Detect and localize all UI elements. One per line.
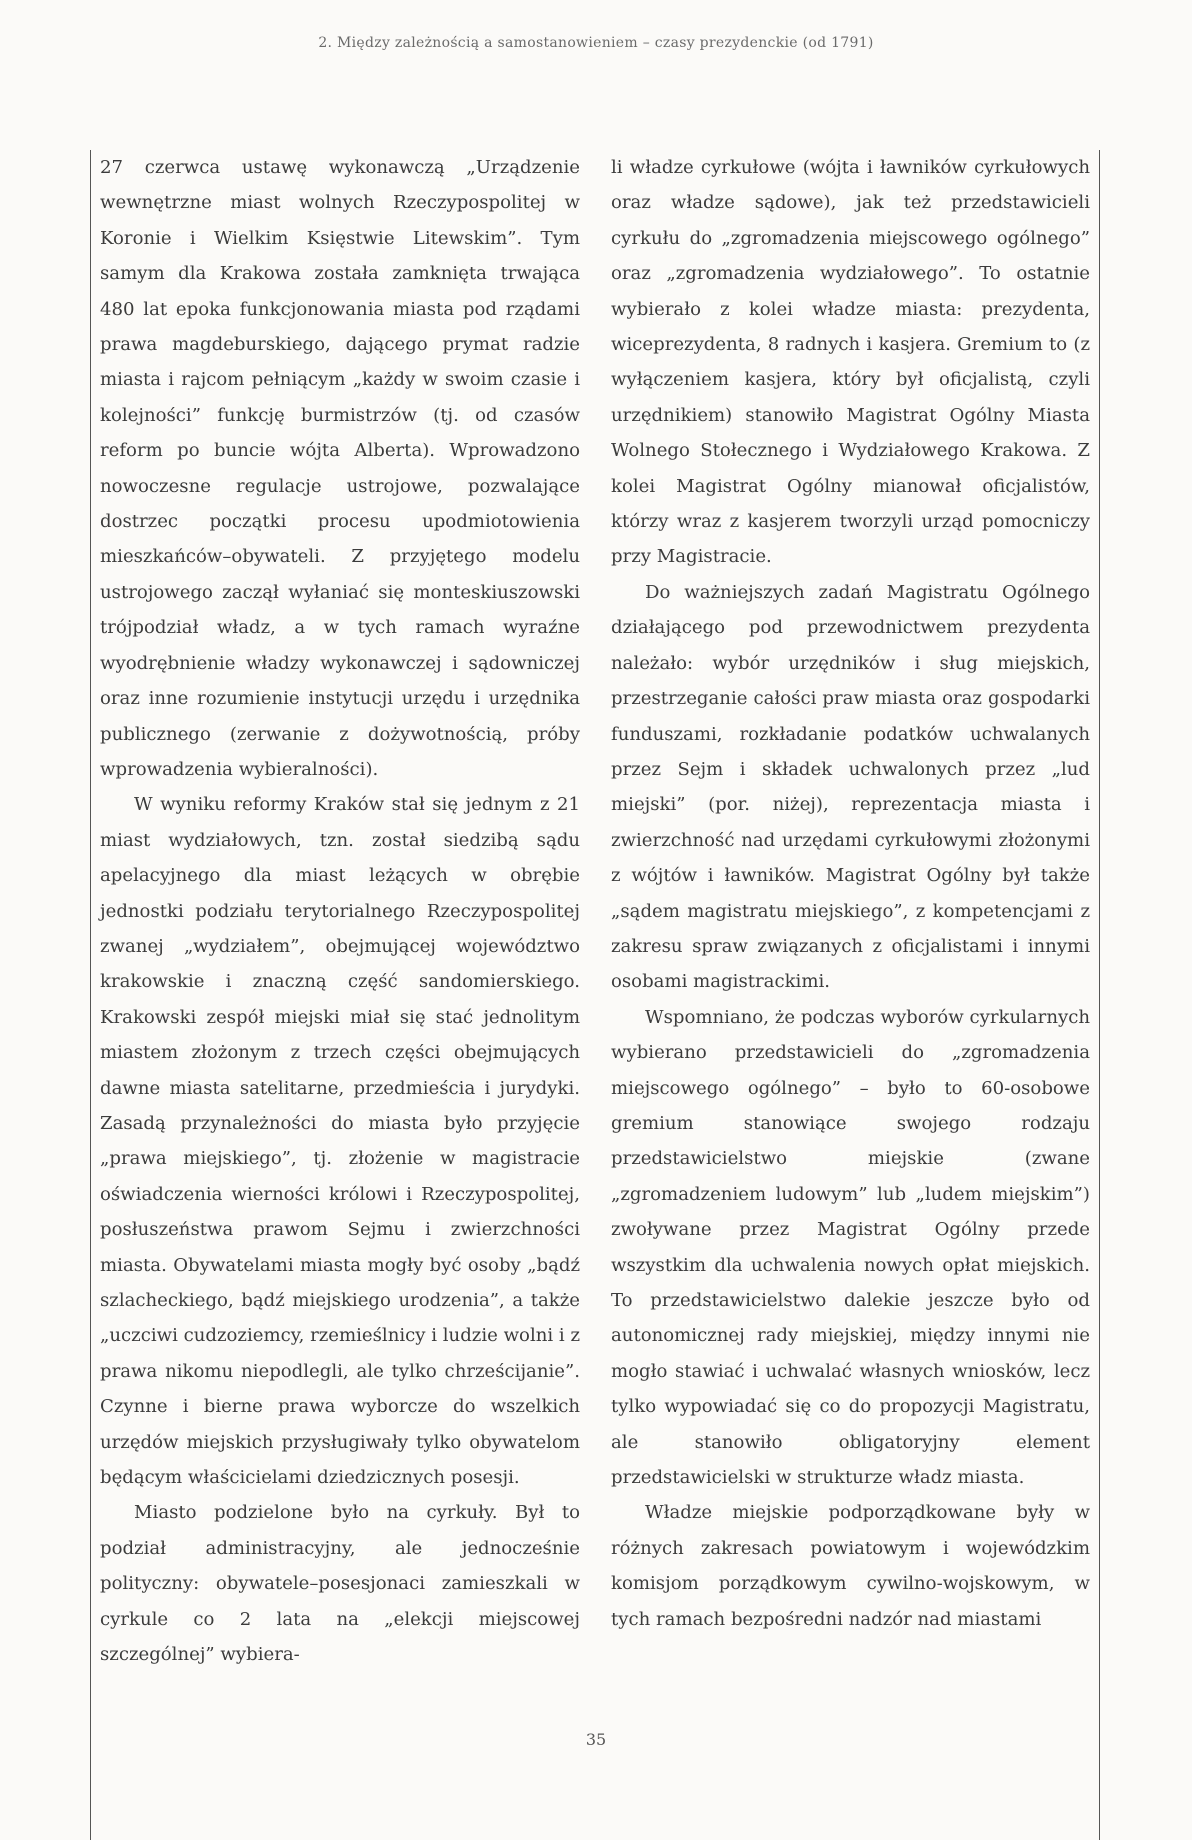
- paragraph: Do ważniejszych zadań Magistratu Ogólnego działającego pod przewodnictwem prezydenta należało: wybór urzędników i sług miejskich, przestrzeganie całości praw miasta oraz gospodarki funduszami, rozkładanie podatków uchwalanych przez Sejm i składek uchwalonych przez „lud miejski” (por. niżej), reprezentacja miasta i zwierzchność nad urzędami cyrkułowymi złożonymi z wójtów i ławników. Magistrat Ogólny był także „sądem magistratu miejskiego”, z kompetencjami z zakresu spraw związanych z oficjalistami i innymi osobami magistrackimi.: [611, 581, 1090, 993]
- running-head: 2. Między zależnością a samostanowieniem – czasy prezydenckie (od 1791): [318, 35, 874, 51]
- left-column: [90, 150, 580, 1840]
- paragraph: 27 czerwca ustawę wykonawczą „Urządzenie wewnętrzne miast wolnych Rzeczypospolitej w Koronie i Wielkim Księstwie Litewskim”. Tym samym dla Krakowa została zamknięta trwająca 480 lat epoka funkcjonowania miasta pod rządami prawa magdeburskiego, dającego prymat radzie miasta i rajcom pełniącym „każdy w swoim czasie i kolejności” funkcję burmistrzów (tj. od czasów reform po buncie wójta Alberta). Wprowadzono nowoczesne regulacje ustrojowe, pozwalające dostrzec początki procesu upodmiotowienia mieszkańców–obywateli. Z przyjętego modelu ustrojowego zaczął wyłaniać się monteskiuszowski trójpodział władz, a w tych ramach wyraźne wyodrębnienie władzy wykonawczej i sądowniczej oraz inne rozumienie instytucji urzędu i urzędnika publicznego (zerwanie z dożywotnością, próby wprowadzenia wybieralności).: [100, 157, 580, 780]
- paragraph: Władze miejskie podporządkowane były w różnych zakresach powiatowym i wojewódzkim komisjom porządkowym cywilno-wojskowym, w tych ramach bezpośredni nadzór nad miastami: [611, 1502, 1090, 1630]
- paragraph: Wspomniano, że podczas wyborów cyrkularnych wybierano przedstawicieli do „zgromadzenia miejscowego ogólnego” – było to 60-osobowe gremium stanowiące swojego rodzaju przedstawicielstwo miejskie (zwane „zgromadzeniem ludowym” lub „ludem miejskim”) zwoływane przez Magistrat Ogólny przede wszystkim dla uchwalenia nowych opłat miejskich. To przedstawicielstwo dalekie jeszcze było od autonomicznej rady miejskiej, między innymi nie mogło stawiać i uchwalać własnych wniosków, lecz tylko wypowiadać się co do propozycji Magistratu, ale stanowiło obligatoryjny element przedstawicielski w strukturze władz miasta.: [611, 1006, 1090, 1489]
- right-column: [611, 150, 1100, 1840]
- paragraph: Miasto podzielone było na cyrkuły. Był to podział administracyjny, ale jednocześnie polityczny: obywatele–posesjonaci zamieszkali w cyrkule co 2 lata na „elekcji miejscowej szczególnej” wybiera-: [100, 1502, 580, 1666]
- page-number: 35: [585, 1730, 607, 1749]
- paragraph: W wyniku reformy Kraków stał się jednym z 21 miast wydziałowych, tzn. został siedzibą sądu apelacyjnego dla miast leżących w obrębie jednostki podziału terytorialnego Rzeczypospolitej zwanej „wydziałem”, obejmującej województwo krakowskie i znaczną część sandomierskiego. Krakowski zespół miejski miał się stać jednolitym miastem złożonym z trzech części obejmujących dawne miasta satelitarne, przedmieścia i jurydyki. Zasadą przynależności do miasta było przyjęcie „prawa miejskiego”, tj. złożenie w magistracie oświadczenia wierności królowi i Rzeczypospolitej, posłuszeństwa prawom Sejmu i zwierzchności miasta. Obywatelami miasta mogły być osoby „bądź szlacheckiego, bądź miejskiego urodzenia”, a także „uczciwi cudzoziemcy, rzemieślnicy i ludzie wolni i z prawa nikomu niepodlegli, ale tylko chrześcijanie”. Czynne i bierne prawa wyborcze do wszelkich urzędów miejskich przysługiwały tylko obywatelom będącym właścicielami dziedzicznych posesji.: [100, 794, 581, 1489]
- paragraph: li władze cyrkułowe (wójta i ławników cyrkułowych oraz władze sądowe), jak też przedstawicieli cyrkułu do „zgromadzenia miejscowego ogólnego” oraz „zgromadzenia wydziałowego”. To ostatnie wybierało z kolei władze miasta: prezydenta, wiceprezydenta, 8 radnych i kasjera. Gremium to (z wyłączeniem kasjera, który był oficjalistą, czyli urzędnikiem) stanowiło Magistrat Ogólny Miasta Wolnego Stołecznego i Wydziałowego Krakowa. Z kolei Magistrat Ogólny mianował oficjalistów, którzy wraz z kasjerem tworzyli urząd pomocniczy przy Magistracie.: [611, 157, 1090, 568]
